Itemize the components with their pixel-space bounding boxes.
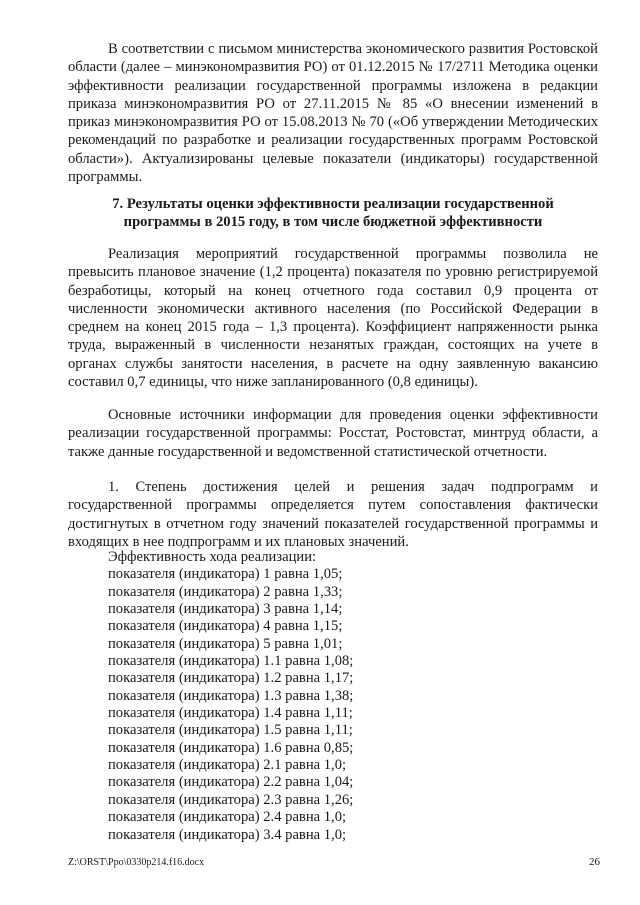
sources-paragraph: Основные источники информации для проведения оценки эффективности реализации государственной программы: Росстат, Ростовстат, минтруд области, а также данные государственной и ведомственной статистической отчетности. <box>68 407 598 460</box>
list-item: показателя (индикатора) 3 равна 1,14; <box>108 601 343 618</box>
list-item: показателя (индикатора) 1.4 равна 1,11; <box>108 705 353 722</box>
list-item: показателя (индикатора) 2.3 равна 1,26; <box>108 791 354 808</box>
list-item: показателя (индикатора) 2 равна 1,33; <box>108 583 343 600</box>
list-item: показателя (индикатора) 4 равна 1,15; <box>108 618 343 635</box>
list-item: показателя (индикатора) 1.6 равна 0,85; <box>108 739 354 756</box>
list-item: показателя (индикатора) 5 равна 1,01; <box>108 635 343 652</box>
list-item: показателя (индикатора) 2.4 равна 1,0; <box>108 809 347 826</box>
footer-file-path: Z:\ORST\Ppo\0330p214.f16.docx <box>68 857 205 868</box>
degree-paragraph: 1. Степень достижения целей и решения задач подпрограмм и государственной программы определяется путем сопоставления фактически достигнутых в отчетном году значений показателей государственной программы и входящих в нее подпрограмм и их плановых значений. <box>68 479 598 550</box>
efficiency-list <box>108 549 353 844</box>
list-item: показателя (индикатора) 2.2 равна 1,04; <box>108 774 354 791</box>
list-item: показателя (индикатора) 1.5 равна 1,11; <box>108 722 353 739</box>
page-number: 26 <box>589 856 600 868</box>
list-item: показателя (индикатора) 1 равна 1,05; <box>108 566 343 583</box>
section-heading-line-1: 7. Результаты оценки эффективности реализации государственной <box>112 196 554 212</box>
list-item: показателя (индикатора) 1.1 равна 1,08; <box>108 653 354 670</box>
list-item: показателя (индикатора) 1.2 равна 1,17; <box>108 670 354 687</box>
list-item: показателя (индикатора) 2.1 равна 1,0; <box>108 757 347 774</box>
results-paragraph: Реализация мероприятий государственной программы позволила не превысить плановое значение (1,2 процента) показателя по уровню регистрируемой безработицы, который на конец отчетного года составил 0,9 процента от численности экономически активного населения (по Российской Федерации в среднем на конец 2015 года – 1,3 процента). Коэффициент напряженности рынка труда, выраженный в численности незанятых граждан, состоящих на учете в органах службы занятости населения, в расчете на одну заявленную вакансию составил 0,7 единицы, что ниже запланированного (0,8 единицы). <box>68 246 598 391</box>
intro-paragraph: В соответствии с письмом министерства экономического развития Ростовской области (далее – минэкономразвития РО) от 01.12.2015 № 17/2711 Методика оценки эффективности реализации государственной программы изложена в редакции приказа минэкономразвития РО от 27.11.2015 № 85 «О внесении изменений в приказ минэкономразвития РО от 15.08.2013 № 70 («Об утверждении Методических рекомендаций по разработке и реализации государственных программ Ростовской области»). Актуализированы целевые показатели (индикаторы) государственной программы. <box>68 41 598 186</box>
section-heading-line-2: программы в 2015 году, в том числе бюджетной эффективности <box>123 214 543 231</box>
section-heading <box>68 195 598 232</box>
list-item: показателя (индикатора) 1.3 равна 1,38; <box>108 687 354 704</box>
list-item: показателя (индикатора) 3.4 равна 1,0; <box>108 826 347 843</box>
efficiency-list-intro: Эффективность хода реализации: <box>108 549 317 565</box>
